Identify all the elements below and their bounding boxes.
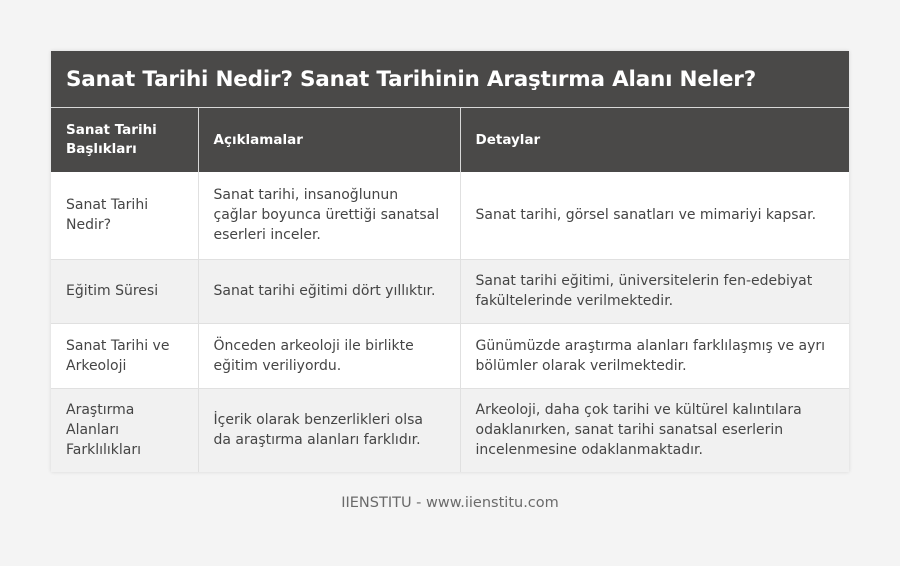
cell-topic: Eğitim Süresi bbox=[51, 259, 198, 323]
cell-detail: Sanat tarihi, görsel sanatları ve mimariyi kapsar. bbox=[460, 172, 849, 259]
table-row bbox=[51, 388, 849, 472]
table-row bbox=[51, 259, 849, 323]
column-header-topics: Sanat Tarihi Başlıkları bbox=[51, 108, 198, 172]
footer-credit: IIENSTITU - www.iienstitu.com bbox=[341, 495, 559, 511]
cell-detail: Arkeoloji, daha çok tarihi ve kültürel kalıntılara odaklanırken, sanat tarihi sanatsal eserlerin incelenmesine odaklanmaktadır. bbox=[460, 388, 849, 472]
cell-description: Sanat tarihi, insanoğlunun çağlar boyunca ürettiği sanatsal eserleri inceler. bbox=[198, 172, 460, 259]
column-header-details: Detaylar bbox=[460, 108, 849, 172]
cell-description: Önceden arkeoloji ile birlikte eğitim veriliyordu. bbox=[198, 323, 460, 388]
cell-topic: Sanat Tarihi ve Arkeoloji bbox=[51, 323, 198, 388]
cell-topic: Araştırma Alanları Farklılıkları bbox=[51, 388, 198, 472]
info-table bbox=[51, 108, 849, 472]
table-row bbox=[51, 172, 849, 259]
cell-detail: Günümüzde araştırma alanları farklılaşmış ve ayrı bölümler olarak verilmektedir. bbox=[460, 323, 849, 388]
info-table-card bbox=[51, 51, 849, 472]
table-title: Sanat Tarihi Nedir? Sanat Tarihinin Araştırma Alanı Neler? bbox=[51, 51, 849, 108]
cell-description: İçerik olarak benzerlikleri olsa da araştırma alanları farklıdır. bbox=[198, 388, 460, 472]
column-header-descriptions: Açıklamalar bbox=[198, 108, 460, 172]
cell-detail: Sanat tarihi eğitimi, üniversitelerin fen-edebiyat fakültelerinde verilmektedir. bbox=[460, 259, 849, 323]
table-row bbox=[51, 323, 849, 388]
cell-description: Sanat tarihi eğitimi dört yıllıktır. bbox=[198, 259, 460, 323]
cell-topic: Sanat Tarihi Nedir? bbox=[51, 172, 198, 259]
table-header-row bbox=[51, 108, 849, 172]
